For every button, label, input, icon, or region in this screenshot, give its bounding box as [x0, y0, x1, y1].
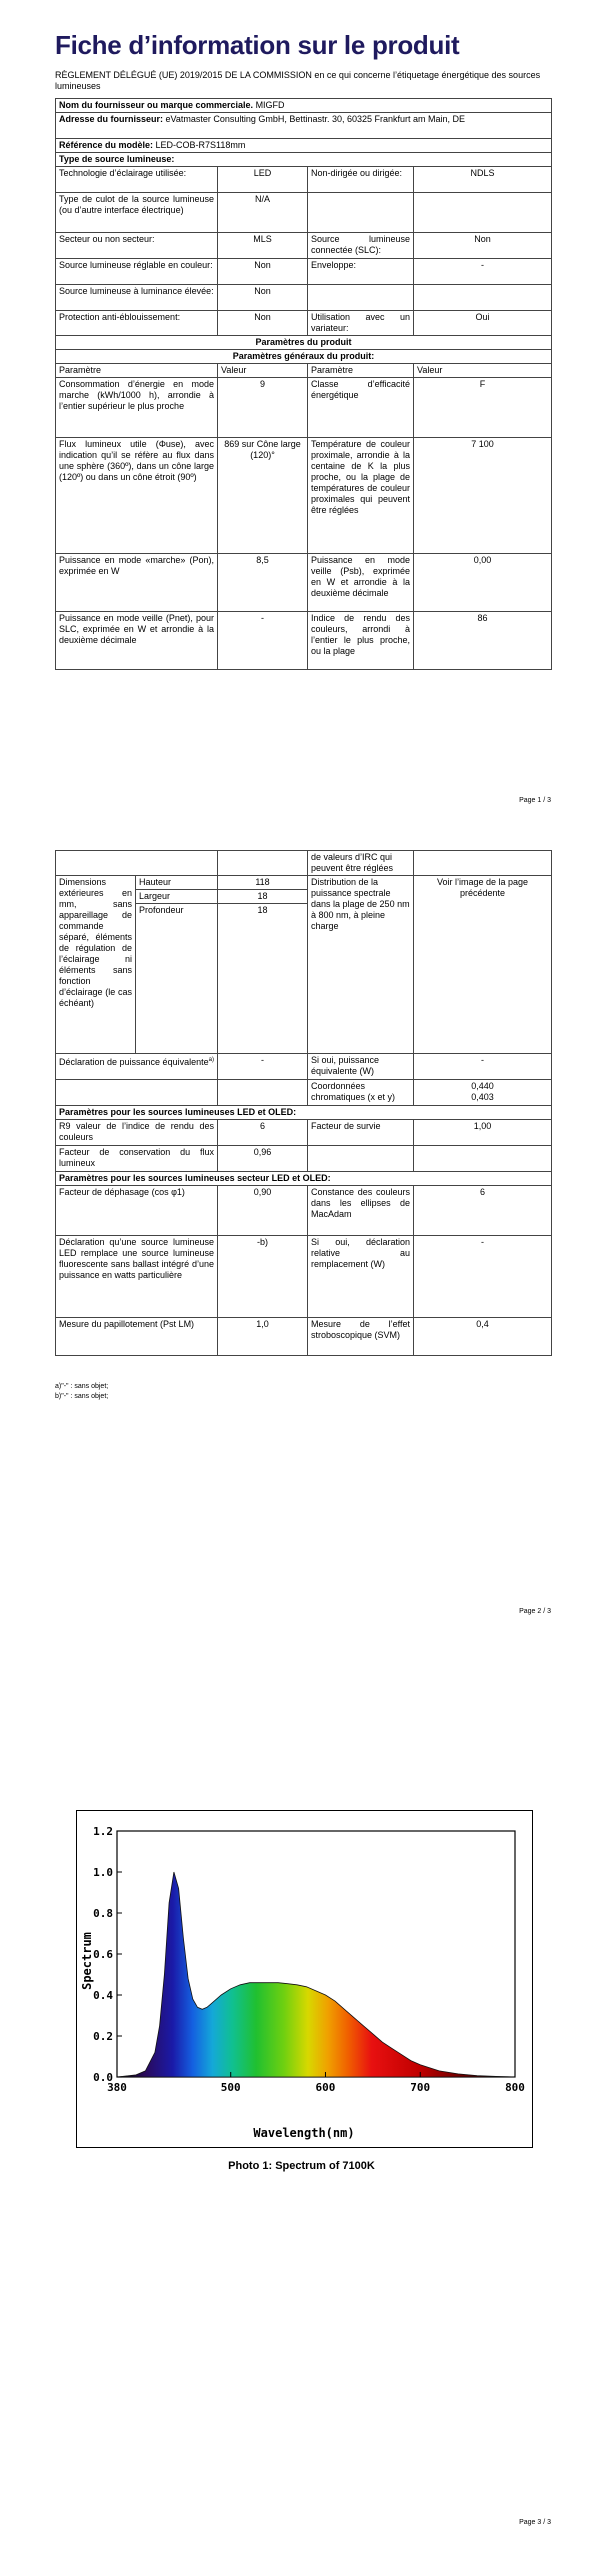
- dim-depth-value: 18: [218, 904, 308, 1054]
- mains-value-2: 0,4: [414, 1318, 552, 1356]
- type-label-1: Source lumineuse à luminance élevée:: [56, 285, 218, 311]
- general-title: Paramètres généraux du produit:: [56, 350, 552, 364]
- led-label-1: R9 valeur de l’indice de rendu des couleurs: [56, 1120, 218, 1146]
- led-rows: [56, 1120, 552, 1172]
- general-value-1: 9: [218, 378, 308, 438]
- general-row: [56, 438, 552, 554]
- general-value-1: -: [218, 612, 308, 670]
- type-value-1: Non: [218, 311, 308, 336]
- type-row: [56, 311, 552, 336]
- type-label-2: [308, 193, 414, 233]
- model-label: Référence du modèle:: [59, 140, 154, 150]
- cont-text: de valeurs d’IRC qui peuvent être réglées: [308, 851, 414, 876]
- spd-label: Distribution de la puissance spectrale dans la plage de 250 nm à 800 nm, à pleine charge: [308, 876, 414, 1054]
- dim-height-name: Hauteur: [136, 876, 218, 890]
- mains-label-2: Mesure de l’effet stroboscopique (SVM): [308, 1318, 414, 1356]
- y-tick-label: 0.0: [93, 2071, 113, 2084]
- general-label-1: Flux lumineux utile (Φuse), avec indication qu’il se réfère au flux dans une sphère (360º), dans un cône large (120º) ou dans un cône étroit (90º): [56, 438, 218, 554]
- general-row: [56, 378, 552, 438]
- y-tick-label: 1.2: [93, 1825, 113, 1838]
- type-label-2: Utilisation avec un variateur:: [308, 311, 414, 336]
- mains-row: [56, 1236, 552, 1318]
- regulation-text: RÈGLEMENT DÉLÉGUÉ (UE) 2019/2015 DE LA COMMISSION en ce qui concerne l’étiquetage énergétique des sources lumineuses: [55, 70, 541, 91]
- x-tick-label: 800: [505, 2081, 525, 2094]
- type-row: [56, 285, 552, 311]
- general-label-1: Puissance en mode «marche» (Pon), exprimée en W: [56, 554, 218, 612]
- chart-ylabel: Spectrum: [80, 1932, 94, 1990]
- general-label-2: Température de couleur proximale, arrondie à la centaine de K la plus proche, ou la plage de températures de couleur proximales qui peuvent être réglées: [308, 438, 414, 554]
- mains-value-2: -: [414, 1236, 552, 1318]
- chroma-empty-2: [218, 1080, 308, 1106]
- type-value-1: Non: [218, 259, 308, 285]
- col-value-1: Valeur: [218, 364, 308, 378]
- type-heading: Type de source lumineuse:: [56, 153, 552, 167]
- supplier-name-label: Nom du fournisseur ou marque commerciale.: [59, 100, 254, 110]
- type-value-2: [414, 193, 552, 233]
- spectrum-chart: [76, 1810, 533, 2148]
- col-param-1: Paramètre: [56, 364, 218, 378]
- supplier-address-label: Adresse du fournisseur:: [59, 114, 164, 124]
- equiv-label: Déclaration de puissance équivalente: [59, 1057, 209, 1067]
- general-value-2: F: [414, 378, 552, 438]
- general-value-2: 0,00: [414, 554, 552, 612]
- supplier-name-row: [56, 99, 552, 113]
- mains-label-2: Constance des couleurs dans les ellipses de MacAdam: [308, 1186, 414, 1236]
- mains-value-1: 0,90: [218, 1186, 308, 1236]
- chroma-values: [414, 1080, 552, 1106]
- mains-value-1: -b): [218, 1236, 308, 1318]
- type-label-2: Non-dirigée ou dirigée:: [308, 167, 414, 193]
- model-value: LED-COB-R7S118mm: [155, 140, 246, 150]
- mains-value-1: 1,0: [218, 1318, 308, 1356]
- page-number-3: Page 3 / 3: [519, 2519, 551, 2526]
- params-title: Paramètres du produit: [56, 336, 552, 350]
- spectrum-chart-svg: [77, 1811, 532, 2147]
- footnotes: [55, 1382, 108, 1402]
- type-value-1: N/A: [218, 193, 308, 233]
- page-1: [0, 0, 603, 850]
- chroma-empty-1: [56, 1080, 218, 1106]
- mains-label-1: Facteur de déphasage (cos φ1): [56, 1186, 218, 1236]
- general-row: [56, 554, 552, 612]
- page-title: Fiche d’information sur le produit: [55, 30, 460, 60]
- mains-title: Paramètres pour les sources lumineuses secteur LED et OLED:: [56, 1172, 552, 1186]
- general-value-1: 869 sur Cône large (120)°: [218, 438, 308, 554]
- dim-depth-name: Profondeur: [136, 904, 218, 1054]
- type-value-2: -: [414, 259, 552, 285]
- mains-row: [56, 1318, 552, 1356]
- supplier-address-row: [56, 113, 552, 139]
- type-row: [56, 259, 552, 285]
- type-label-2: Source lumineuse connectée (SLC):: [308, 233, 414, 259]
- type-value-1: Non: [218, 285, 308, 311]
- equiv-value: -: [218, 1054, 308, 1080]
- type-label-1: Protection anti-éblouissement:: [56, 311, 218, 336]
- led-value-2: 1,00: [414, 1120, 552, 1146]
- dimensions-label: Dimensions extérieures en mm, sans appareillage de commande séparé, éléments de régulation de l’éclairage ni éléments sans fonction d’éclairage (le cas échéant): [56, 876, 136, 1054]
- x-tick-label: 380: [107, 2081, 127, 2094]
- chroma-label: Coordonnées chromatiques (x et y): [308, 1080, 414, 1106]
- general-rows: [56, 378, 552, 670]
- type-value-2: Non: [414, 233, 552, 259]
- led-value-1: 0,96: [218, 1146, 308, 1172]
- page-number-1: Page 1 / 3: [519, 797, 551, 804]
- general-value-2: 7 100: [414, 438, 552, 554]
- led-label-2: [308, 1146, 414, 1172]
- page-number-2: Page 2 / 3: [519, 1608, 551, 1615]
- y-tick-label: 0.2: [93, 2030, 113, 2043]
- y-tick-label: 0.6: [93, 1948, 113, 1961]
- type-value-1: MLS: [218, 233, 308, 259]
- equiv-w-label: Si oui, puissance équivalente (W): [308, 1054, 414, 1080]
- x-tick-label: 700: [410, 2081, 431, 2094]
- general-label-2: Puissance en mode veille (Psb), exprimée en W et arrondie à la deuxième décimale: [308, 554, 414, 612]
- equiv-w-value: -: [414, 1054, 552, 1080]
- mains-rows: [56, 1186, 552, 1356]
- mains-value-2: 6: [414, 1186, 552, 1236]
- led-title: Paramètres pour les sources lumineuses LED et OLED:: [56, 1106, 552, 1120]
- dim-width-name: Largeur: [136, 890, 218, 904]
- dim-width-value: 18: [218, 890, 308, 904]
- model-row: [56, 139, 552, 153]
- page-2: [0, 850, 603, 1700]
- footnote-a: a)"-" : sans objet;: [55, 1383, 109, 1390]
- spd-value: Voir l’image de la page précédente: [414, 876, 552, 1054]
- dim-height-value: 118: [218, 876, 308, 890]
- chroma-x: 0,440: [471, 1081, 494, 1091]
- mains-row: [56, 1186, 552, 1236]
- type-value-1: LED: [218, 167, 308, 193]
- cont-empty-3: [414, 851, 552, 876]
- type-label-2: [308, 285, 414, 311]
- y-tick-label: 0.8: [93, 1907, 113, 1920]
- chart-xlabel: Wavelength(nm): [253, 2126, 355, 2140]
- type-rows: [56, 167, 552, 336]
- general-value-1: 8,5: [218, 554, 308, 612]
- mains-label-1: Mesure du papillotement (Pst LM): [56, 1318, 218, 1356]
- cont-empty-1: [56, 851, 218, 876]
- led-row: [56, 1146, 552, 1172]
- type-label-1: Technologie d’éclairage utilisée:: [56, 167, 218, 193]
- footnote-b: b)"-" : sans objet;: [55, 1393, 109, 1400]
- general-value-2: 86: [414, 612, 552, 670]
- type-label-2: Enveloppe:: [308, 259, 414, 285]
- chroma-y: 0,403: [471, 1092, 494, 1102]
- type-label-1: Type de culot de la source lumineuse (ou d’autre interface électrique): [56, 193, 218, 233]
- product-table-p2: [55, 850, 552, 1356]
- general-row: [56, 612, 552, 670]
- led-label-2: Facteur de survie: [308, 1120, 414, 1146]
- equiv-label-cell: [56, 1054, 218, 1080]
- product-table-p1: [55, 98, 552, 670]
- y-tick-label: 1.0: [93, 1866, 113, 1879]
- type-label-1: Source lumineuse réglable en couleur:: [56, 259, 218, 285]
- general-label-1: Consommation d’énergie en mode marche (kWh/1000 h), arrondie à l’entier supérieur le plus proche: [56, 378, 218, 438]
- supplier-address-value: eVatmaster Consulting GmbH, Bettinastr. 30, 60325 Frankfurt am Main, DE: [165, 114, 466, 124]
- led-value-2: [414, 1146, 552, 1172]
- general-label-2: Indice de rendu des couleurs, arrondi à l’entier le plus proche, ou la plage: [308, 612, 414, 670]
- led-row: [56, 1120, 552, 1146]
- chart-caption: Photo 1: Spectrum of 7100K: [228, 2160, 375, 2172]
- x-tick-label: 600: [315, 2081, 336, 2094]
- type-value-2: Oui: [414, 311, 552, 336]
- col-value-2: Valeur: [414, 364, 552, 378]
- cont-empty-2: [218, 851, 308, 876]
- general-label-1: Puissance en mode veille (Pnet), pour SLC, exprimée en W et arrondie à la deuxième décimale: [56, 612, 218, 670]
- type-value-2: [414, 285, 552, 311]
- led-value-1: 6: [218, 1120, 308, 1146]
- type-value-2: NDLS: [414, 167, 552, 193]
- col-param-2: Paramètre: [308, 364, 414, 378]
- type-row: [56, 193, 552, 233]
- mains-label-1: Déclaration qu’une source lumineuse LED remplace une source lumineuse fluorescente sans ballast intégré d’une puissance en watts particulière: [56, 1236, 218, 1318]
- led-label-1: Facteur de conservation du flux lumineux: [56, 1146, 218, 1172]
- equiv-sup: a): [208, 1057, 214, 1063]
- type-label-1: Secteur ou non secteur:: [56, 233, 218, 259]
- mains-label-2: Si oui, déclaration relative au remplacement (W): [308, 1236, 414, 1318]
- supplier-name-value: MIGFD: [255, 100, 285, 110]
- y-tick-label: 0.4: [93, 1989, 113, 2002]
- type-row: [56, 233, 552, 259]
- x-tick-label: 500: [220, 2081, 241, 2094]
- general-label-2: Classe d’efficacité énergétique: [308, 378, 414, 438]
- type-row: [56, 167, 552, 193]
